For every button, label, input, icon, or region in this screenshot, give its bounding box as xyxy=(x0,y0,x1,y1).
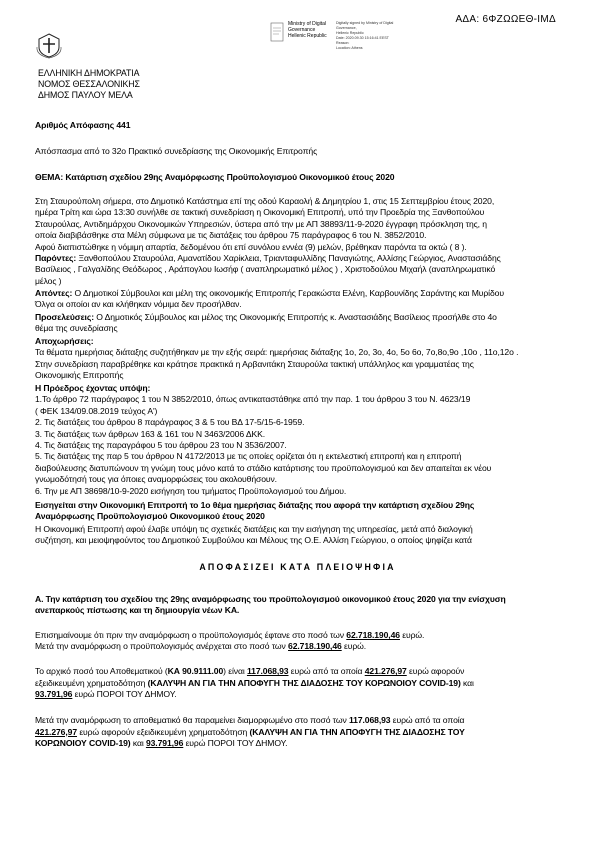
reserve-text: ευρώ ΠΟΡΟΙ ΤΟΥ ΔΗΜΟΥ. xyxy=(185,738,288,749)
discussion-line: Η Οικονομική Επιτροπή αφού έλαβε υπόψη τις σχετικές διατάξεις και την εισήγηση της υπηρεσίας, μετά από διαλογική xyxy=(35,524,473,534)
intro-line: Αφού διαπιστώθηκε η νόμιμη απαρτία, δεδομένου ότι επί συνόλου εννέα (9) μελών, βρέθηκαν παρόντα τα οκτώ ( 8 ). xyxy=(35,241,467,252)
present-line: Ξανθοπούλου Σταυρούλα, Αμανατίδου Χαρίκλεια, Τριανταφυλλίδης Παναγιώτης, Αλλίσης Γεώργιος, Αναστασιάδης xyxy=(76,253,501,263)
absent-line: Όλγα οι οποίοι αν και κλήθηκαν νόμιμα δεν προσήλθαν. xyxy=(35,299,242,310)
budget-after-value: 62.718.190,46 xyxy=(288,641,342,652)
considering-item: 6. Την με ΑΠ 38698/10-9-2020 εισήγηση του τμήματος Προϋπολογισμού του Δήμου. xyxy=(35,485,347,496)
considering-block xyxy=(35,383,491,497)
signature-line: Digitally signed by Ministry of Digital xyxy=(336,21,394,25)
reserve-covid-text: (ΚΑΛΥΨΗ ΑΝ ΓΙΑ ΤΗΝ ΑΠΟΦΥΓΗ ΤΗΣ ΔΙΑΔΟΣΗΣ ΤΟΥ xyxy=(249,726,465,737)
intro-subject-line: Αναμόρφωσης Προϋπολογισμού Οικονομικού έτους 2020 xyxy=(35,511,265,522)
reserve-text: ευρώ αφορούν εξειδικευμένη χρηματοδότηση xyxy=(79,726,248,737)
reserve-covid-text: (ΚΑΛΥΨΗ ΑΝ ΓΙΑ ΤΗΝ ΑΠΟΦΥΓΗ ΤΗΣ ΔΙΑΔΟΣΗΣ ΤΟΥ ΚΟΡΩΝΟΙΟΥ COVID-19) xyxy=(147,677,461,688)
considering-item: ( ΦΕΚ 134/09.08.2019 τεύχος Α') xyxy=(35,405,158,416)
greek-emblem-icon xyxy=(35,31,63,59)
reserve-value: 421.276,97 xyxy=(364,666,407,676)
signature-line: Reason: xyxy=(336,41,350,45)
decision-number: Αριθμός Απόφασης 441 xyxy=(35,120,131,130)
considering-item: 2. Τις διατάξεις του άρθρου 8 παράγραφος 3 & 5 του ΒΔ 17-5/15-6-1959. xyxy=(35,417,305,428)
present-line: μέλος ) xyxy=(35,275,62,286)
org-line: ΕΛΛΗΝΙΚΗ ΔΗΜΟΚΡΑΤΙΑ xyxy=(38,68,140,78)
ministry-line: Hellenic Republic xyxy=(288,33,327,40)
departures-line: Στην συνεδρίαση παραβρέθηκε και κράτησε πρακτικά η Αρβανιτάκη Σταυρούλα τακτική υπάλληλος και γραμματέας της xyxy=(35,358,474,369)
budget-block xyxy=(35,630,424,653)
reserve-covid-text: ΚΟΡΩΝΟΙΟΥ COVID-19) xyxy=(35,738,131,749)
reserve-text: ευρώ από τα οποία xyxy=(392,715,465,725)
section-a xyxy=(35,594,506,617)
reserve-value: 421.276,97 xyxy=(35,726,78,737)
absent-label: Απόντες: xyxy=(35,288,73,298)
reserve-text: ευρώ από τα οποία xyxy=(290,666,363,676)
present-line: Βασίλειος , Γαλγαλίδης Θεόδωρος , Αράπογλου Ιωσήφ ( αναπληρωματικό μέλος ) , Χριστοδούλου Μιχαήλ (αναπληρωματικό xyxy=(35,264,496,275)
considering-item: 1.Το άρθρο 72 παράγραφος 1 του Ν 3852/2010, όπως αντικαταστάθηκε από την παρ. 1 του άρθρου 3 του Ν. 4623/19 xyxy=(35,394,471,405)
signature-line: Hellenic Republic xyxy=(336,31,364,35)
intro-subject-block xyxy=(35,500,474,523)
reserve-text: και xyxy=(132,738,144,749)
departures-block xyxy=(35,336,518,382)
signature-seal-icon xyxy=(270,22,284,42)
intro-subject-line: Εισηγείται στην Οικονομική Επιτροπή το 1ο θέμα ημερήσιας διάταξης που αφορά την κατάρτιση σχεδίου 29ης xyxy=(35,500,475,510)
considering-item: 4. Τις διατάξεις της παραγράφου 5 του άρθρου 23 του Ν 3536/2007. xyxy=(35,440,287,451)
reserve-value: 93.791,96 xyxy=(35,689,73,700)
section-a-line: ανεπαρκούς πίστωσης και τη δημιουργία νέων ΚΑ. xyxy=(35,605,240,616)
departures-line: Οικονομικής Επιτροπής xyxy=(35,370,124,381)
org-line: ΔΗΜΟΣ ΠΑΥΛΟΥ ΜΕΛΑ xyxy=(38,90,133,101)
considering-label: Η Πρόεδρος έχοντας υπόψη: xyxy=(35,383,151,393)
considering-item: διαβούλευσης διατυπώνουν τη γνώμη τους μόνο κατά το στάδιο κατάρτισης του προϋπολογισμού και δεν απαιτείται εκ νέου xyxy=(35,462,492,473)
ministry-block xyxy=(288,21,327,40)
signature-line: Date: 2020.09.30 15:16:41 EEST xyxy=(336,36,389,40)
org-line: ΝΟΜΟΣ ΘΕΣΣΑΛΟΝΙΚΗΣ xyxy=(38,79,140,90)
considering-item: 5. Τις διατάξεις της παρ 5 του άρθρου Ν 4172/2013 με τις οποίες ορίζεται ότι η εκτελεστική επιτροπή και η επιτροπή xyxy=(35,451,462,462)
ada-code: ΑΔΑ: 6ΦΖΩΩΕΘ-ΙΜΔ xyxy=(455,14,556,25)
reserve-text: και xyxy=(463,677,474,688)
reserve-text: ευρώ ΠΟΡΟΙ ΤΟΥ ΔΗΜΟΥ. xyxy=(74,689,177,700)
reserve-text: εξειδικευμένη χρηματοδότηση xyxy=(35,677,146,688)
arrivals-line: θέμα της συνεδρίασης xyxy=(35,323,118,334)
absent-line: Ο Δημοτικοί Σύμβουλοι και μέλη της οικονομικής Επιτροπής Γερακώστα Ελένη, Καρβουνίδης Σαράντης και Μυρίδου xyxy=(72,288,504,298)
budget-currency: ευρώ. xyxy=(344,641,367,652)
reserve-text: Το αρχικό ποσό του Αποθεματικού ( xyxy=(35,666,168,676)
ministry-line: Governance xyxy=(288,27,316,34)
present-label: Παρόντες: xyxy=(35,253,77,263)
intro-line: οποία διαβιβάσθηκε στα Μέλη σύμφωνα με τις διατάξεις του άρθρου 75 παράγραφος 6 του Ν. 3852/2010. xyxy=(35,230,427,241)
arrivals-block xyxy=(35,312,497,335)
considering-item: γνωμοδότησή τους για όποιες αναμορφώσεις του ακολουθήσουν. xyxy=(35,474,277,485)
intro-line: Σταυρούλας, Αντιδημάρχου Οικονομικών Υπηρεσιών, ύστερα από την με ΑΠ 38893/11-9-2020 έγγραφη πρόσκληση της, η xyxy=(35,218,487,229)
reserve-text: Μετά την αναμόρφωση το αποθεματικό θα παραμείνει διαμορφωμένο στο ποσό των xyxy=(35,715,347,725)
budget-before-value: 62.718.190,46 xyxy=(346,630,400,640)
reserve-initial-block xyxy=(35,666,474,701)
departures-label: Αποχωρήσεις: xyxy=(35,336,94,346)
intro-line: ημέρα Τρίτη και ώρα 13:30 συνήλθε σε τακτική συνεδρίαση η Οικονομική Επιτροπή, υπό την Προεδρία της Ξανθοπούλου xyxy=(35,207,485,218)
org-block xyxy=(38,68,140,102)
reserve-value: 93.791,96 xyxy=(145,738,184,749)
budget-before-text: Επισημαίνουμε ότι πριν την αναμόρφωση ο προϋπολογισμός έφτανε στο ποσό των xyxy=(35,630,344,640)
reserve-code: ΚΑ 90.9111.00 xyxy=(167,666,224,676)
reserve-value: 117.068,93 xyxy=(348,715,391,725)
signature-line: Governance, xyxy=(336,26,357,30)
signature-block xyxy=(336,21,393,51)
subject-line: ΘΕΜΑ: Κατάρτιση σχεδίου 29ης Αναμόρφωσης Προϋπολογισμού Οικονομικού έτους 2020 xyxy=(35,172,395,182)
intro-line: Στη Σταυρούπολη σήμερα, στο Δημοτικό Κατάστημα επί της οδού Καραολή & Δημητρίου 1, στις 15 Σεπτεμβρίου έτους 2020, xyxy=(35,196,495,206)
budget-after-text: Μετά την αναμόρφωση ο προϋπολογισμός ανέρχεται στο ποσό των xyxy=(35,641,286,652)
ministry-line: Ministry of Digital xyxy=(288,21,327,27)
discussion-line: συζήτηση, και μειοψηφούντος του Δημοτικού Συμβούλου και Μέλους της Ο.Ε. Αλλίση Γεώργιου, ο οποίος ψηφίζει κατά xyxy=(35,535,472,546)
reserve-text: ευρώ αφορούν xyxy=(409,666,465,676)
departures-line: Τα θέματα ημερήσιας διάταξης συζητήθηκαν με την εξής σειρά: ημερήσιας διάταξης 1ο, 2ο, 3ο, 4ο, 5ο 6ο, 7ο,8ο,9ο ,10ο , 11ο,12ο . xyxy=(35,347,519,358)
arrivals-line: Ο Δημοτικός Σύμβουλος και μέλος της Οικονομικής Επιτροπής κ. Αναστασιάδης Βασίλειος προσήλθε στο 4ο xyxy=(93,312,497,322)
budget-currency: ευρώ. xyxy=(402,630,425,640)
absent-block xyxy=(35,288,504,311)
excerpt-line: Απόσπασμα από το 32ο Πρακτικό συνεδρίασης της Οικονομικής Επιτροπής xyxy=(35,146,318,156)
present-block xyxy=(35,253,501,287)
section-a-line: Α. Την κατάρτιση του σχεδίου της 29ης αναμόρφωσης του προϋπολογισμού οικονομικού έτους 2020 για την ενίσχυση xyxy=(35,594,506,604)
reserve-text: ) είναι xyxy=(223,666,245,676)
reserve-value: 117.068,93 xyxy=(246,666,289,676)
arrivals-label: Προσελεύσεις: xyxy=(35,312,94,322)
intro-paragraph xyxy=(35,196,494,253)
considering-item: 3. Τις διατάξεις των άρθρων 163 & 161 του Ν 3463/2006 ΔΚΚ. xyxy=(35,428,266,439)
signature-line: Location: Athens xyxy=(336,46,363,50)
reserve-after-block xyxy=(35,715,465,750)
decision-heading: ΑΠΟΦΑΣΙΖΕΙ ΚΑΤΑ ΠΛΕΙΟΨΗΦΙΑ xyxy=(199,562,396,572)
discussion-block xyxy=(35,524,473,547)
